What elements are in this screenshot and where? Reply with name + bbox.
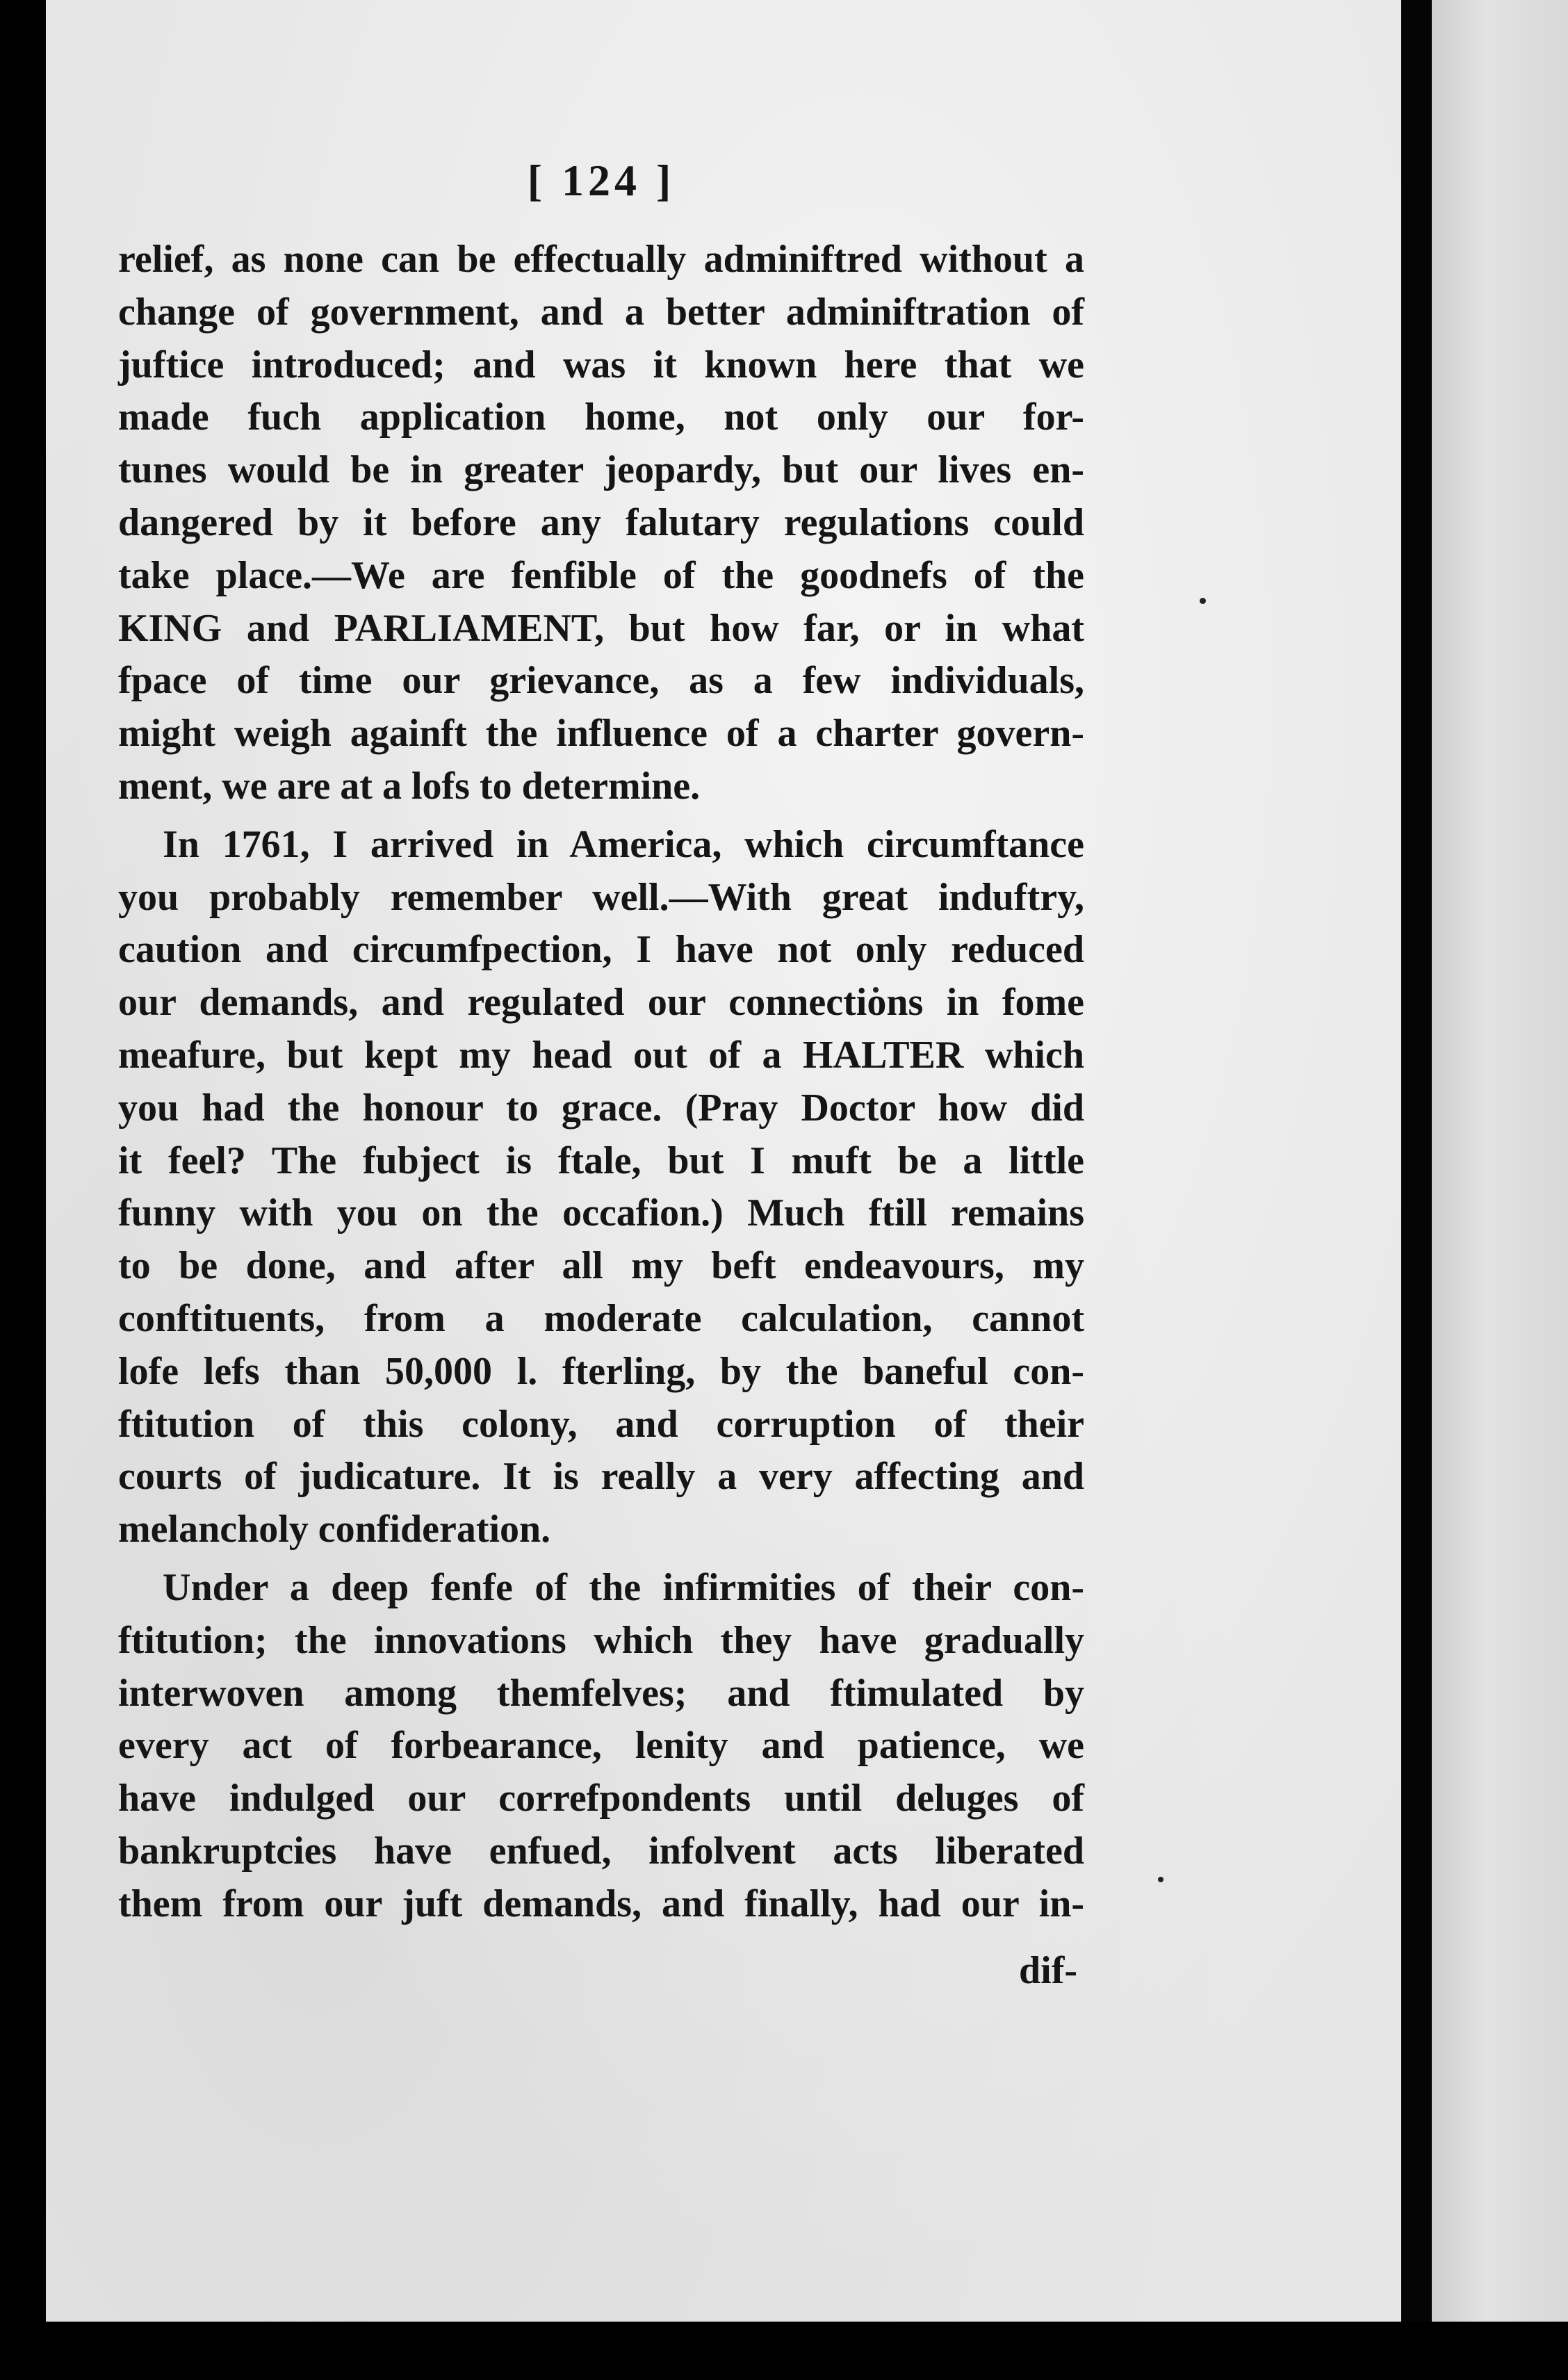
paragraph-3 xyxy=(118,1562,1084,1931)
text-line: melancholy confideration. xyxy=(118,1508,551,1551)
page-gutter xyxy=(1401,0,1432,2380)
text-line: every act of forbearance, lenity and patience, we xyxy=(118,1724,1084,1768)
text-line: them from our juft demands, and finally, had our in- xyxy=(118,1882,1084,1925)
text-line: meafure, but kept my head out of a HALTER which xyxy=(118,1033,1084,1077)
catchword: dif- xyxy=(1019,1948,1077,1992)
text-line: change of government, and a better adminiftration of xyxy=(118,290,1084,334)
text-line: fpace of time our grievance, as a few individuals, xyxy=(118,659,1084,703)
ink-speck xyxy=(1158,1877,1163,1882)
text-line: interwoven among themfelves; and ftimulated by xyxy=(118,1671,1084,1715)
text-line: bankruptcies have enfued, infolvent acts liberated xyxy=(118,1829,1084,1873)
scan-bottom-border xyxy=(0,2322,1568,2380)
text-line: have indulged our correfpondents until deluges of xyxy=(118,1777,1084,1820)
text-line: might weigh againft the influence of a charter govern- xyxy=(118,712,1084,756)
text-line: courts of judicature. It is really a very affecting and xyxy=(118,1455,1084,1499)
text-line: In 1761, I arrived in America, which circumftance xyxy=(163,822,1084,866)
text-line: Under a deep fenfe of the infirmities of their con- xyxy=(163,1565,1084,1609)
text-line: caution and circumfpection, I have not only reduced xyxy=(118,928,1084,972)
adjacent-page-edge xyxy=(1432,0,1568,2322)
text-line: you had the honour to grace. (Pray Doctor how did xyxy=(118,1086,1084,1130)
text-line: ftitution of this colony, and corruption of their xyxy=(118,1402,1084,1446)
text-line: juftice introduced; and was it known here that we xyxy=(118,343,1084,386)
paragraph-2 xyxy=(118,819,1084,1556)
text-line: funny with you on the occafion.) Much ftill remains xyxy=(118,1191,1084,1235)
text-line: ftitution; the innovations which they have gradually xyxy=(118,1618,1084,1662)
ink-speck xyxy=(1200,598,1206,604)
text-line: it feel? The fubject is ftale, but I muft be a little xyxy=(118,1139,1084,1182)
text-line: to be done, and after all my beft endeavours, my xyxy=(118,1244,1084,1288)
page-number: [ 124 ] xyxy=(527,156,676,205)
text-line: dangered by it before any falutary regulations could xyxy=(118,500,1084,544)
text-line: made fuch application home, not only our for- xyxy=(118,396,1084,439)
text-line: our demands, and regulated our connections in fome xyxy=(118,981,1084,1025)
text-line: ment, we are at a lofs to determine. xyxy=(118,764,701,808)
paragraph-1 xyxy=(118,234,1084,813)
text-line: you probably remember well.—With great induftry, xyxy=(118,875,1084,919)
text-line: take place.—We are fenfible of the goodnefs of the xyxy=(118,553,1084,597)
text-line: KING and PARLIAMENT, but how far, or in what xyxy=(118,606,1084,650)
text-line: conftituents, from a moderate calculation, cannot xyxy=(118,1296,1084,1340)
text-line: tunes would be in greater jeopardy, but our lives en- xyxy=(118,448,1084,492)
page-text xyxy=(118,153,1084,1998)
text-line: lofe lefs than 50,000 l. fterling, by the baneful con- xyxy=(118,1349,1084,1393)
text-line: relief, as none can be effectually adminiftred without a xyxy=(118,238,1084,281)
